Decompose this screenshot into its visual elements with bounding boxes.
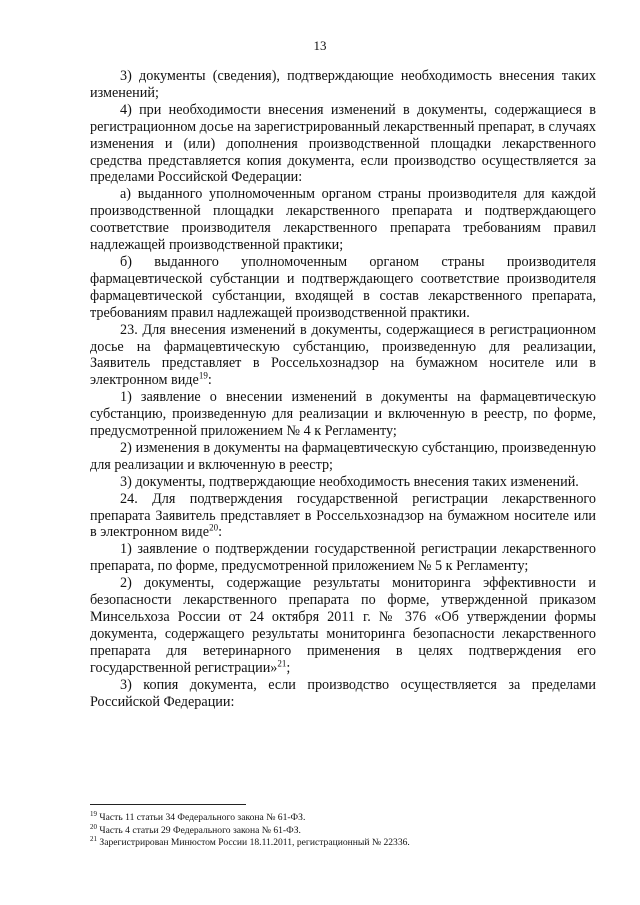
footnote: $^{20}$ Часть 4 статьи 29 Федерального закона № 61-ФЗ. xyxy=(90,822,301,836)
footnote-separator xyxy=(90,804,246,805)
footnote-ref: 20 xyxy=(209,522,219,533)
paragraph: 1) заявление о подтверждении государственной регистрации лекарственного препарата, по форме, предусмотренной приложением № 5 к Регламенту; xyxy=(90,541,596,575)
paragraph: 23. Для внесения изменений в документы, содержащиеся в регистрационном досье на фармацевтическую субстанцию, произведенную для реализации, Заявитель представляет в Россельхознадзор на бумажном носителе или в электронном виде$^{19}$: xyxy=(90,321,596,389)
paragraph: 1) заявление о внесении изменений в документы на фармацевтическую субстанцию, произведенную для реализации и включенную в реестр, по форме, предусмотренной приложением № 4 к Регламенту; xyxy=(90,389,596,440)
footnote: $^{21}$ Зарегистрирован Минюстом России 18.11.2011, регистрационный № 22336. xyxy=(90,835,410,849)
paragraph: 2) изменения в документы на фармацевтическую субстанцию, произведенную для реализации и включенную в реестр; xyxy=(90,439,596,473)
footnotes xyxy=(90,809,596,850)
paragraph: а) выданного уполномоченным органом страны производителя для каждой производственной площадки лекарственного препарата и подтверждающего соответствие производителя лекарственного препарата требованиям правил надлежащей производственной практики; xyxy=(90,186,596,254)
footnote-ref: 21 xyxy=(277,657,287,668)
footnote: $^{19}$ Часть 11 статьи 34 Федерального закона № 61-ФЗ. xyxy=(90,809,306,823)
paragraph: 3) копия документа, если производство осуществляется за пределами Российской Федерации: xyxy=(90,676,596,710)
footnote-ref: 19 xyxy=(198,370,208,381)
paragraph: 2) документы, содержащие результаты мониторинга эффективности и безопасности лекарственного препарата по форме, утвержденной приказом Минсельхоза России от 24 октября 2011 г. № 376 «Об утверждении формы документа, содержащего результаты мониторинга безопасности лекарственного препарата для ветеринарного применения в целях подтверждения его государственной регистрации»$^{21}$; xyxy=(90,575,596,676)
body-text xyxy=(90,68,596,710)
paragraph: 3) документы (сведения), подтверждающие необходимость внесения таких изменений; xyxy=(90,68,596,101)
paragraph: б) выданного уполномоченным органом страны производителя фармацевтической субстанции и подтверждающего соответствие производителя фармацевтической субстанции, входящей в состав лекарственного препарата, требованиям правил надлежащей производственной практики. xyxy=(90,253,596,321)
paragraph: 4) при необходимости внесения изменений в документы, содержащиеся в регистрационном досье на зарегистрированный лекарственный препарат, в случаях изменения и (или) дополнения производственной площадки лекарственного средства представляется копия документа, если производство осуществляется за пределами Российской Федерации: xyxy=(90,101,596,186)
paragraph: 3) документы, подтверждающие необходимость внесения таких изменений. xyxy=(120,473,579,490)
page-number: 13 xyxy=(313,38,327,53)
paragraph: 24. Для подтверждения государственной регистрации лекарственного препарата Заявитель представляет в Россельхознадзор на бумажном носителе или в электронном виде$^{20}$: xyxy=(90,490,596,541)
